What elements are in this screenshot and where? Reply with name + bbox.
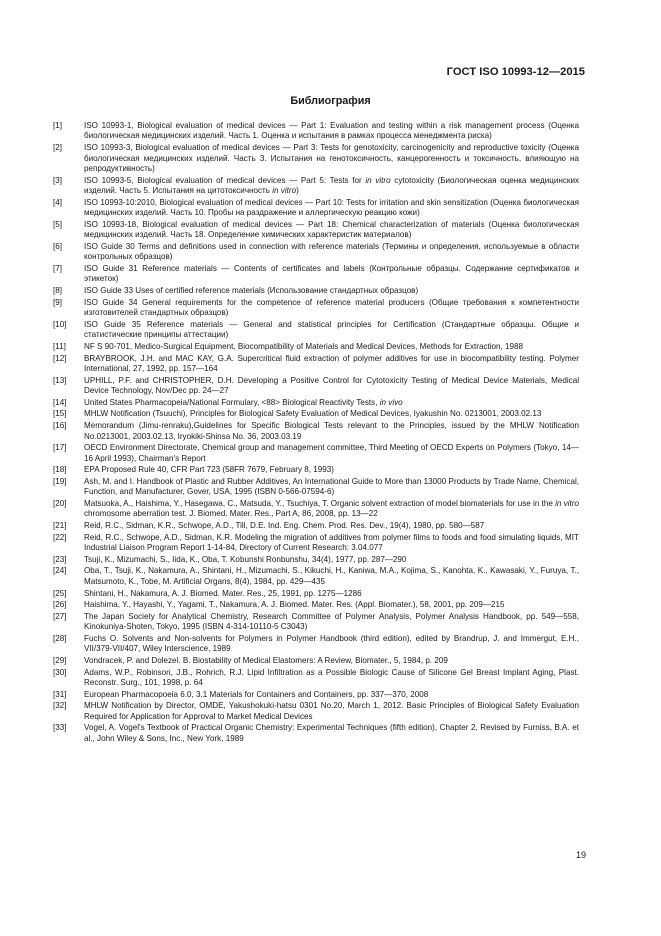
reference-text-part: Shintani, H., Nakamura, A. J. Biomed. Mater. Res., 25, 1991, pp. 1275—1286 [84, 588, 362, 598]
reference-text-part: Memorandum (Jimu-renraku),Guidelines for Specific Biological Tests relevant to the Principles, issued by the MHLW Notification No.0213001, 2003.02.13, Iryokiki-Shinsa No. 36, 2003.03.19 [84, 421, 579, 441]
reference-item [53, 668, 579, 689]
reference-text-part: ISO Guide 35 Reference materials — General and statistical principles for Certification (Стандартные образцы. Общие и статистические принципы аттестации) [84, 319, 579, 340]
reference-number: [5] [53, 219, 62, 229]
reference-item [53, 443, 579, 464]
reference-item [53, 143, 579, 174]
reference-number: [33] [53, 723, 67, 733]
reference-text-part: ISO 10993-18, Biological evaluation of medical devices — Part 18: Chemical characterization of materials (Оценка биологическая медицинских изделий. Часть 18. Определение химических характеристик материалов) [84, 219, 579, 240]
reference-text [84, 612, 579, 633]
reference-item [53, 421, 579, 442]
reference-text-part: ) [296, 186, 299, 196]
reference-text [84, 465, 579, 475]
reference-number: [16] [53, 421, 67, 431]
reference-text-part: Vogel, A. Vogel's Textbook of Practical Organic Chemistry: Experimental Techniques (fifth edition), Chapter 2, Revised by Furniss, B.A. et al., John Wiley & Sons, Inc., New York, 1989 [84, 723, 579, 743]
reference-text-part: ISO 10993-5, Biological evaluation of medical devices — Part 5: Tests for [84, 175, 366, 185]
reference-number: [6] [53, 241, 62, 251]
reference-text [84, 198, 579, 219]
reference-text-part: European Pharmacopoeia 6.0, 3.1 Materials for Containers and Containers, pp. 337—370, 2008 [84, 689, 429, 699]
reference-text-part: United States Pharmacopeia/National Formulary, <88> Biological Reactivity Tests, [84, 397, 380, 407]
reference-number: [24] [53, 566, 67, 576]
reference-text [84, 398, 579, 408]
reference-number: [30] [53, 667, 67, 677]
reference-item [53, 521, 579, 531]
reference-italic-term: in vitro [555, 498, 579, 508]
bibliography-list [53, 121, 579, 746]
reference-number: [12] [53, 353, 67, 363]
reference-item [53, 723, 579, 744]
reference-text-part: Fuchs O. Solvents and Non-solvents for Polymers in Polymer Handbook (third edition), edited by Brandrup, J. and Immergut, E.H., VII/379-VII/407, Wiley Interscience, 1989 [84, 633, 579, 654]
reference-text [84, 443, 579, 464]
reference-number: [28] [53, 633, 67, 643]
reference-item [53, 342, 579, 352]
reference-number: [15] [53, 409, 67, 419]
reference-item [53, 220, 579, 241]
reference-number: [4] [53, 197, 62, 207]
reference-item [53, 298, 579, 319]
reference-number: [21] [53, 521, 67, 531]
reference-text [84, 656, 579, 666]
reference-text-part: ISO Guide 34 General requirements for the competence of reference material producers (Общие требования к компетентности изготовителей стандартных образцов) [84, 297, 579, 318]
reference-text [84, 264, 579, 285]
reference-text-part: ISO Guide 31 Reference materials — Contents of certificates and labels (Контрольные образцы. Содержание сертификатов и этикеток) [84, 264, 579, 284]
page-title: Библиография [290, 95, 371, 107]
reference-text-part: Reid, R.C., Schwope, A.D., Sidman, K.R. Modeling the migration of additives from polymer films to foods and food simulating liquids, MIT Industrial Liaison Program Report 1-14-84, Directory of Current Research: 3.04.077 [84, 532, 579, 553]
reference-text [84, 634, 579, 655]
reference-text-part: NF S 90-701, Medico-Surgical Equipment, Biocompatibility of Materials and Medical Devices, Methods for Extraction, 1988 [84, 341, 524, 351]
reference-text-part: ISO Guide 33 Uses of certified reference materials (Использование стандартных образцов) [84, 286, 419, 296]
reference-text [84, 555, 579, 565]
reference-text-part: cytotoxicity (Биологическая оценка медицинских изделий. Часть 5. Испытания на цитотоксичность [84, 175, 580, 196]
reference-text-part: Reid, R.C., Sidman, K.R., Schwope, A.D., Till, D.E. Ind. Eng. Chem. Prod. Res. Dev., 19(4), 1980, pp. 580—587 [84, 521, 485, 531]
reference-number: [25] [53, 588, 67, 598]
reference-text [84, 342, 579, 352]
reference-item [53, 477, 579, 498]
reference-text-part: EPA Proposed Rule 40, CFR Part 723 (58FR 7679, February 8, 1993) [84, 465, 334, 475]
document-header: ГОСТ ISO 10993-12—2015 [446, 66, 585, 78]
reference-item [53, 354, 579, 375]
reference-number: [14] [53, 397, 67, 407]
reference-number: [9] [53, 297, 62, 307]
reference-item [53, 634, 579, 655]
reference-number: [2] [53, 143, 62, 153]
reference-text [84, 220, 579, 241]
reference-item [53, 589, 579, 599]
reference-text-part: ISO 10993-10:2010, Biological evaluation of medical devices — Part 10: Tests for irritation and skin sensitization (Оценка биологическая медицинских изделий. Часть 10. Пробы на раздражение и аллергическую реакцию кожи) [84, 197, 579, 218]
reference-text [84, 521, 579, 531]
reference-item [53, 465, 579, 475]
reference-item [53, 320, 579, 341]
page-number: 19 [575, 850, 586, 860]
reference-text [84, 600, 579, 610]
reference-item [53, 555, 579, 565]
reference-item [53, 398, 579, 408]
reference-item [53, 600, 579, 610]
reference-italic-term: in vivo [379, 397, 403, 407]
reference-item [53, 656, 579, 666]
reference-item [53, 690, 579, 700]
reference-number: [10] [53, 319, 67, 329]
reference-number: [23] [53, 554, 67, 564]
reference-number: [17] [53, 443, 67, 453]
reference-number: [27] [53, 611, 67, 621]
reference-text [84, 298, 579, 319]
reference-text [84, 421, 579, 442]
reference-item [53, 264, 579, 285]
reference-text [84, 320, 579, 341]
reference-item [53, 701, 579, 722]
reference-item [53, 533, 579, 554]
reference-number: [13] [53, 375, 67, 385]
reference-italic-term: in vitro [365, 175, 391, 185]
reference-item [53, 286, 579, 296]
reference-text-part: Tsuji, K., Mizumachi, S., Iida, K., Oba, T. Kobunshi Ronbunshu, 34(4), 1977, pp. 287—290 [84, 554, 407, 564]
reference-number: [11] [53, 341, 66, 351]
reference-item [53, 499, 579, 520]
reference-text-part: Ash, M. and I. Handbook of Plastic and Rubber Additives, An International Guide to More than 13000 Products by Trade Name, Chemical, Function, and Manufacturer, Gover, USA, 1995 (ISBN 0-566-07594-6) [84, 476, 579, 497]
reference-text [84, 121, 579, 142]
reference-text [84, 176, 579, 197]
reference-item [53, 376, 579, 397]
reference-text [84, 723, 579, 744]
reference-item [53, 242, 579, 263]
reference-number: [1] [53, 121, 62, 130]
reference-text-part: chromosome aberration test. J. Biomed. Mater. Res., Part A, 86, 2008, pp. 13—22 [84, 509, 378, 519]
reference-text [84, 376, 579, 397]
reference-item [53, 566, 579, 587]
reference-number: [31] [53, 689, 67, 699]
reference-text-part: OECD Environment Directorate, Chemical group and management committee, Third Meeting of OECD Experts on Polymers (Tokyo, 14—16 April 1993), Chairman's Report [84, 443, 579, 463]
reference-text-part: ISO 10993-3, Biological evaluation of medical devices — Part 3: Tests for genotoxicity, carcinogenicity and reproductive toxicity (Оценка биологическая медицинских изделий. Часть 3. Испытания на генотоксичность, канцерогенность и токсичность, влияющую на репродуктивность) [84, 143, 579, 173]
reference-text-part: The Japan Society for Analytical Chemistry, Research Committee of Polymer Analysis, Polymer Analysis Handbook, pp. 549—558, Kinokuniya-Shoten, Tokyo, 1995 (ISBN 4-314-10110-5 C3043) [84, 611, 579, 632]
reference-item [53, 176, 579, 197]
reference-text [84, 477, 579, 498]
reference-text [84, 668, 579, 689]
reference-text [84, 409, 579, 419]
reference-text [84, 533, 579, 554]
reference-item [53, 409, 579, 419]
reference-number: [3] [53, 175, 62, 185]
reference-text-part: ISO Guide 30 Terms and definitions used in connection with reference materials (Термины и определения, используемые в области контрольных образцов) [84, 241, 579, 262]
reference-text-part: MHLW Notification by Director, OMDE, Yakushokuki-hatsu 0301 No.20, March 1, 2012. Basic Principles of Biological Safety Evaluation Required for Application for Approval to Market Medical Devices [84, 701, 579, 721]
reference-text-part: MHLW Notification (Tsuuchi), Principles for Biological Safety Evaluation of Medical Devices, Iyakushin No. 0213001, 2003.02.13 [84, 409, 542, 419]
reference-text [84, 566, 579, 587]
reference-text [84, 690, 579, 700]
reference-italic-term: in vitro [272, 186, 297, 196]
reference-text-part: Matsuoka, A., Haishima, Y., Hasegawa, C., Matsuda, Y., Tsuchiya, T. Organic solvent extraction of model biomaterials for use in the [84, 498, 556, 508]
reference-text-part: ISO 10993-1, Biological evaluation of medical devices — Part 1: Evaluation and testing within a risk management process (Оценка биологическая медицинских изделий. Часть 1. Оценка и испытания в рамках процесса менеджмента риска) [84, 121, 579, 141]
reference-text [84, 589, 579, 599]
reference-text-part: Haishima, Y., Hayashi, Y., Yagami, T., Nakamura, A. J. Biomed. Mater. Res. (Appl. Biomater.), 58, 2001, pp. 209—215 [84, 600, 505, 610]
reference-number: [20] [53, 498, 67, 508]
reference-number: [26] [53, 600, 67, 610]
reference-item [53, 612, 579, 633]
reference-number: [32] [53, 701, 67, 711]
reference-text-part: BRAYBROOK, J.H. and MAC KAY, G.A. Supercritical fluid extraction of polymer additives for use in biocompatibility testing. Polymer International, 27, 1992, pp. 157—164 [84, 353, 579, 374]
reference-number: [29] [53, 656, 67, 665]
reference-number: [22] [53, 532, 67, 542]
reference-text-part: Vondracek, P. and Dolezel. B. Biostability of Medical Elastomers: A Review, Biomater., 5, 1984, p. 209 [84, 656, 448, 665]
reference-item [53, 198, 579, 219]
reference-text [84, 242, 579, 263]
reference-text-part: Oba, T., Tsuji, K., Nakamura, A., Shintani, H., Mizumachi, S., Kikuchi, H., Kaniwa, M.A., Kojima, S., Kanohta, K., Kawasaki, Y., Furuya, T., Matsumoto, K., Tobe, M. Artificial Organs, 8(4), 1984, pp. 429—435 [84, 566, 579, 586]
reference-text [84, 143, 579, 174]
reference-number: [8] [53, 286, 62, 296]
reference-text-part: UPHILL, P.F. and CHRISTOPHER, D.H. Developing a Positive Control for Cytotoxicity Testing of Medical Device Materials, Medical Device Technology, Nov/Dec pp. 24—27 [84, 375, 579, 396]
reference-text [84, 354, 579, 375]
reference-text [84, 701, 579, 722]
reference-number: [19] [53, 476, 67, 486]
reference-number: [7] [53, 264, 62, 274]
reference-number: [18] [53, 465, 67, 475]
reference-text-part: Adams, W.P., Robinson, J.B., Rohrich, R.J. Lipid Infiltration as a Possible Biologic Cause of Silicone Gel Breast Implant Aging, Plast. Reconstr. Surg., 101, 1998, p. 64 [84, 667, 579, 688]
reference-text [84, 499, 579, 520]
reference-item [53, 121, 579, 142]
reference-text [84, 286, 579, 296]
